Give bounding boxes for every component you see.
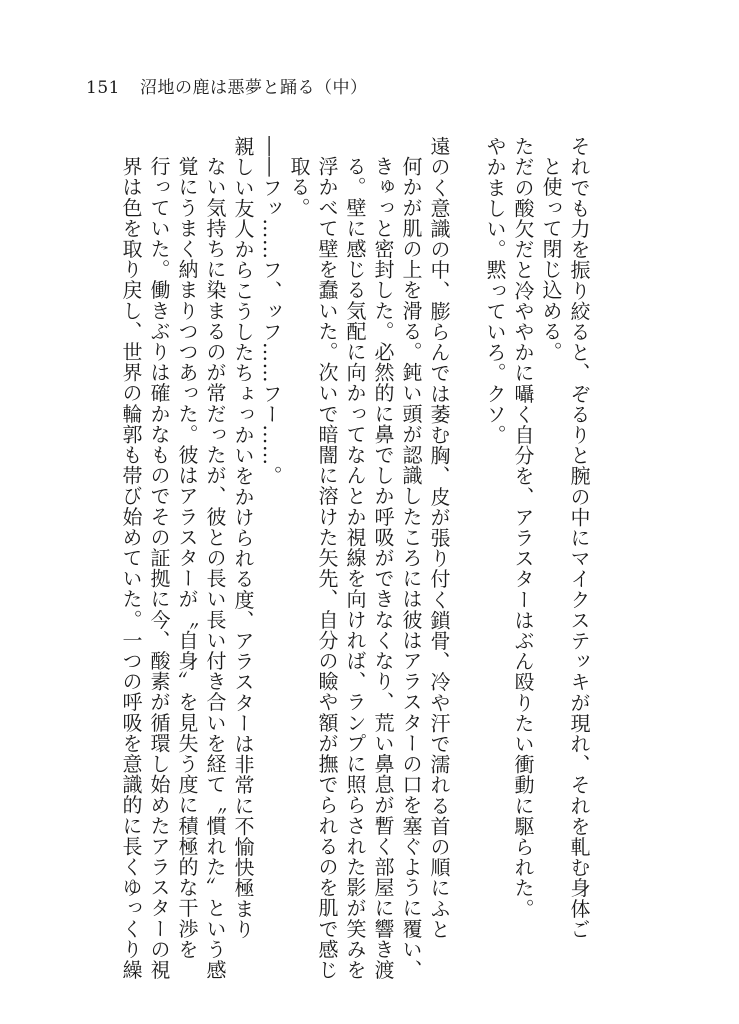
page-number: 151 <box>86 78 120 98</box>
blank-line <box>453 136 481 936</box>
text-line: きゅっと密封した。必然的に鼻でしか呼吸ができなくなり、荒い鼻息が暫く部屋に響き渡 <box>371 156 395 980</box>
text-line: 行っていた。働きぶりは確かなものでその証拠に今、酸素が循環し始めたアラスターの視 <box>147 156 171 980</box>
text-line: ただの酸欠だと冷ややかに囁く自分を、アラスターはぶん殴りたい衝動に駆られた。 <box>511 136 535 919</box>
text-line: 取る。 <box>287 156 311 218</box>
text-line: と使って閉じ込める。 <box>539 156 563 362</box>
text-line: それでも力を振り絞ると、ぞるりと腕の中にマイクステッキが現れ、それを軋む身体ご <box>567 136 591 940</box>
text-line: 何かが肌の上を滑る。鈍い頭が認識したころには彼はアラスターの口を塞ぐように覆い、 <box>399 156 423 980</box>
vertical-text-body <box>117 136 593 980</box>
text-line: 親しい友人からこうしたちょっかいをかけられる度、アラスターは非常に不愉快極まり <box>231 136 255 940</box>
text-line: 浮かべて壁を蠢いた。次いで暗闇に溶けた矢先、自分の瞼や額が撫でられるのを肌で感じ <box>315 156 339 980</box>
chapter-title: 沼地の鹿は悪夢と踊る（中） <box>139 78 368 98</box>
text-line: ない気持ちに染まるのが常だったが、彼との長い長い付き合いを経て〝慣れた〟という感 <box>203 156 227 980</box>
text-line: 界は色を取り戻し、世界の輪郭も帯び始めていた。一つの呼吸を意識的に長くゆっくり繰 <box>119 156 143 980</box>
text-line: 遠のく意識の中、膨らんでは萎む胸、皮が張り付く鎖骨、冷や汗で濡れる首の順にふと <box>427 136 451 940</box>
text-line: やかましい。黙っていろ。クソ。 <box>483 136 507 445</box>
text-line: 覚にうまく納まりつつあった。彼はアラスターが〝自身〟を見失う度に積極的な干渉を <box>175 156 199 960</box>
text-line: ――フッ……フ、ッフ……フー……。 <box>259 136 283 487</box>
text-line: る。壁に感じる気配に向かってなんとか視線を向ければ、ランプに照らされた影が笑みを <box>343 156 367 980</box>
running-header <box>86 73 367 98</box>
